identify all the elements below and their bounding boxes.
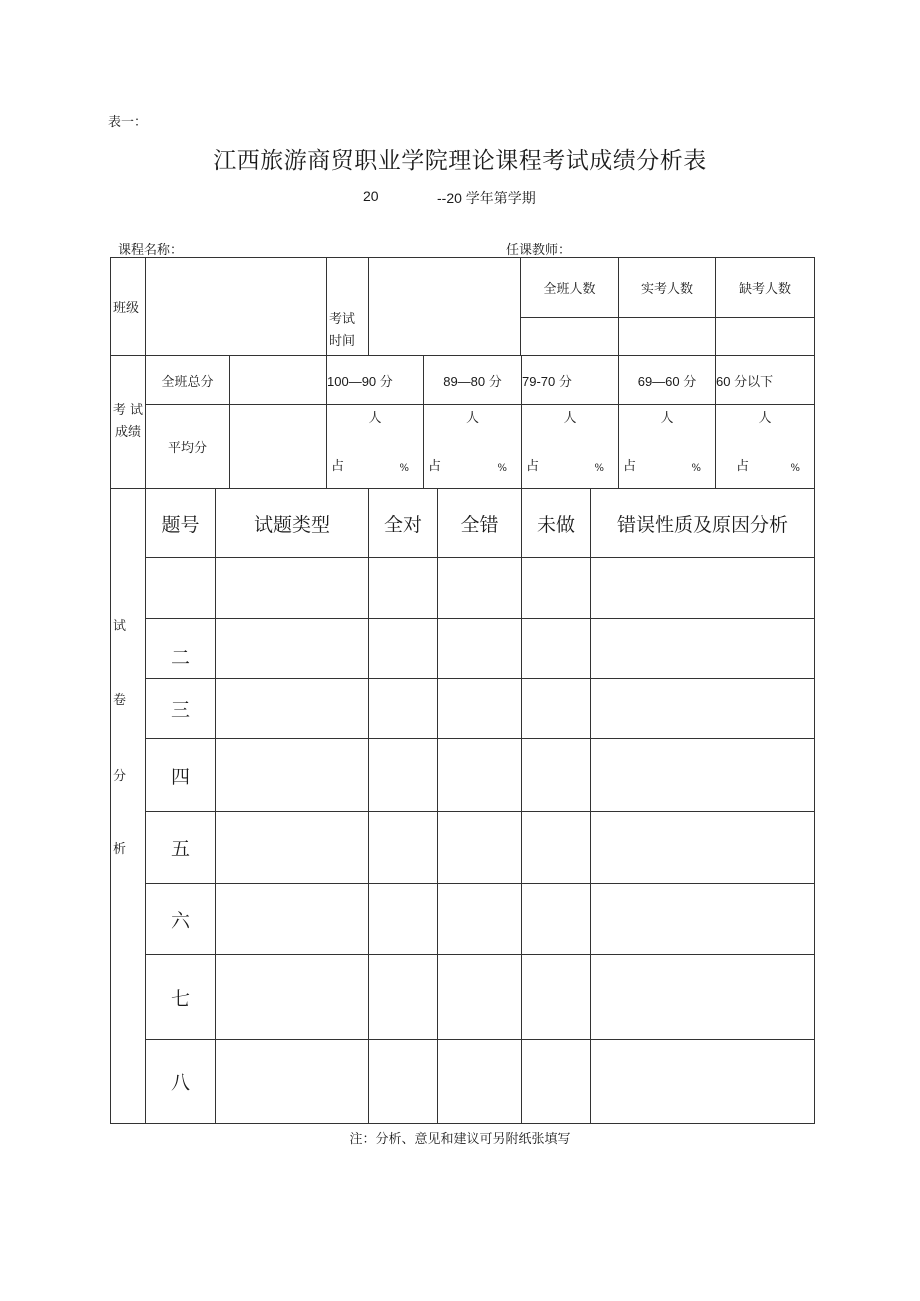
scores-section-label-line1: 考 试 bbox=[112, 403, 144, 418]
range-4-count-cell[interactable] bbox=[619, 405, 716, 489]
not-done-cell[interactable] bbox=[522, 955, 591, 1040]
course-name-label: 课程名称： bbox=[118, 243, 184, 258]
percent-prefix: 占 bbox=[623, 459, 637, 474]
average-label: 平均分 bbox=[146, 405, 230, 489]
class-total-input[interactable] bbox=[230, 356, 327, 405]
all-wrong-cell[interactable] bbox=[438, 558, 522, 619]
average-input[interactable] bbox=[230, 405, 327, 489]
year-term: --20 学年第学期 bbox=[437, 190, 536, 206]
score-range-3: 79-70 分 bbox=[522, 356, 619, 405]
error-analysis-cell[interactable] bbox=[591, 619, 815, 679]
all-wrong-cell[interactable] bbox=[438, 884, 522, 955]
all-correct-cell[interactable] bbox=[369, 1040, 438, 1124]
score-range-1: 100—90 分 bbox=[327, 356, 424, 405]
percent-sign: % bbox=[594, 463, 604, 474]
absent-students-input[interactable] bbox=[716, 318, 815, 356]
error-analysis-cell[interactable] bbox=[591, 884, 815, 955]
person-unit: 人 bbox=[563, 411, 577, 426]
all-correct-cell[interactable] bbox=[369, 558, 438, 619]
not-done-cell[interactable] bbox=[522, 619, 591, 679]
table-row bbox=[111, 619, 815, 679]
error-analysis-cell[interactable] bbox=[591, 955, 815, 1040]
exam-time-label-line1: 考试 bbox=[329, 312, 356, 327]
not-done-cell[interactable] bbox=[522, 812, 591, 884]
percent-prefix: 占 bbox=[526, 459, 540, 474]
error-analysis-cell[interactable] bbox=[591, 739, 815, 812]
all-correct-cell[interactable] bbox=[369, 739, 438, 812]
table-label: 表一： bbox=[108, 115, 148, 130]
range-5-count-cell[interactable] bbox=[716, 405, 815, 489]
person-unit: 人 bbox=[660, 411, 674, 426]
analysis-char-4: 析 bbox=[113, 842, 127, 857]
header-error-analysis: 错误性质及原因分析 bbox=[591, 489, 815, 558]
table-row bbox=[111, 739, 815, 812]
error-analysis-cell[interactable] bbox=[591, 812, 815, 884]
class-total-label: 全班总分 bbox=[146, 356, 230, 405]
header-all-wrong: 全错 bbox=[438, 489, 522, 558]
row-number bbox=[146, 558, 216, 619]
score-range-4: 69—60 分 bbox=[619, 356, 716, 405]
all-correct-cell[interactable] bbox=[369, 812, 438, 884]
page-title: 江西旅游商贸职业学院理论课程考试成绩分析表 bbox=[213, 148, 707, 174]
all-correct-cell[interactable] bbox=[369, 679, 438, 739]
range-3-count-cell[interactable] bbox=[522, 405, 619, 489]
all-correct-cell[interactable] bbox=[369, 619, 438, 679]
percent-prefix: 占 bbox=[736, 459, 750, 474]
absent-students-label: 缺考人数 bbox=[716, 258, 815, 318]
total-students-input[interactable] bbox=[521, 318, 619, 356]
not-done-cell[interactable] bbox=[522, 1040, 591, 1124]
analysis-section-label bbox=[111, 489, 146, 1124]
exam-time-input[interactable] bbox=[369, 258, 521, 356]
error-analysis-cell[interactable] bbox=[591, 558, 815, 619]
error-analysis-cell[interactable] bbox=[591, 679, 815, 739]
row-number: 三 bbox=[146, 679, 216, 739]
question-type-cell[interactable] bbox=[216, 558, 369, 619]
range-1-count-cell[interactable] bbox=[327, 405, 424, 489]
table-row bbox=[111, 884, 815, 955]
not-done-cell[interactable] bbox=[522, 679, 591, 739]
scores-table bbox=[110, 355, 815, 489]
person-unit: 人 bbox=[368, 411, 382, 426]
total-students-label: 全班人数 bbox=[521, 258, 619, 318]
exam-time-label-line2: 时间 bbox=[329, 334, 356, 349]
score-range-5: 60 分以下 bbox=[716, 356, 815, 405]
score-range-2: 89—80 分 bbox=[424, 356, 522, 405]
all-wrong-cell[interactable] bbox=[438, 812, 522, 884]
range-2-count-cell[interactable] bbox=[424, 405, 522, 489]
row-number: 四 bbox=[146, 739, 216, 812]
question-type-cell[interactable] bbox=[216, 739, 369, 812]
percent-sign: % bbox=[691, 463, 701, 474]
question-type-cell[interactable] bbox=[216, 955, 369, 1040]
table-row bbox=[111, 955, 815, 1040]
teacher-label: 任课教师： bbox=[506, 243, 572, 258]
all-wrong-cell[interactable] bbox=[438, 955, 522, 1040]
all-wrong-cell[interactable] bbox=[438, 679, 522, 739]
percent-sign: % bbox=[497, 463, 507, 474]
question-type-cell[interactable] bbox=[216, 812, 369, 884]
class-info-table bbox=[110, 257, 815, 356]
question-type-cell[interactable] bbox=[216, 1040, 369, 1124]
all-correct-cell[interactable] bbox=[369, 884, 438, 955]
footer-note: 注：分析、意见和建议可另附纸张填写 bbox=[349, 1132, 571, 1147]
scores-section-label-line2: 成绩 bbox=[114, 425, 141, 440]
all-wrong-cell[interactable] bbox=[438, 1040, 522, 1124]
exam-time-label bbox=[327, 258, 369, 356]
table-row bbox=[111, 1040, 815, 1124]
header-not-done: 未做 bbox=[522, 489, 591, 558]
all-wrong-cell[interactable] bbox=[438, 739, 522, 812]
not-done-cell[interactable] bbox=[522, 884, 591, 955]
person-unit: 人 bbox=[465, 411, 479, 426]
question-type-cell[interactable] bbox=[216, 679, 369, 739]
actual-students-input[interactable] bbox=[619, 318, 716, 356]
person-unit: 人 bbox=[758, 411, 772, 426]
not-done-cell[interactable] bbox=[522, 739, 591, 812]
analysis-char-2: 卷 bbox=[113, 693, 127, 708]
question-type-cell[interactable] bbox=[216, 884, 369, 955]
all-correct-cell[interactable] bbox=[369, 955, 438, 1040]
row-number: 七 bbox=[146, 955, 216, 1040]
not-done-cell[interactable] bbox=[522, 558, 591, 619]
header-question-no: 题号 bbox=[146, 489, 216, 558]
table-row bbox=[111, 679, 815, 739]
percent-sign: % bbox=[399, 463, 409, 474]
error-analysis-cell[interactable] bbox=[591, 1040, 815, 1124]
row-number: 五 bbox=[146, 812, 216, 884]
question-type-cell[interactable] bbox=[216, 619, 369, 679]
header-all-correct: 全对 bbox=[369, 489, 438, 558]
table-row bbox=[111, 812, 815, 884]
percent-prefix: 占 bbox=[428, 459, 442, 474]
row-number: 二 bbox=[146, 619, 216, 679]
analysis-char-1: 试 bbox=[113, 619, 127, 634]
year-start: 20 bbox=[363, 188, 379, 204]
percent-sign: % bbox=[790, 463, 800, 474]
row-number: 八 bbox=[146, 1040, 216, 1124]
class-input[interactable] bbox=[146, 258, 327, 356]
all-wrong-cell[interactable] bbox=[438, 619, 522, 679]
percent-prefix: 占 bbox=[331, 459, 345, 474]
class-label: 班级 bbox=[111, 258, 146, 356]
paper-analysis-table bbox=[110, 488, 815, 1124]
actual-students-label: 实考人数 bbox=[619, 258, 716, 318]
analysis-char-3: 分 bbox=[113, 769, 127, 784]
row-number: 六 bbox=[146, 884, 216, 955]
scores-section-label bbox=[111, 356, 146, 489]
table-row bbox=[111, 558, 815, 619]
header-question-type: 试题类型 bbox=[216, 489, 369, 558]
